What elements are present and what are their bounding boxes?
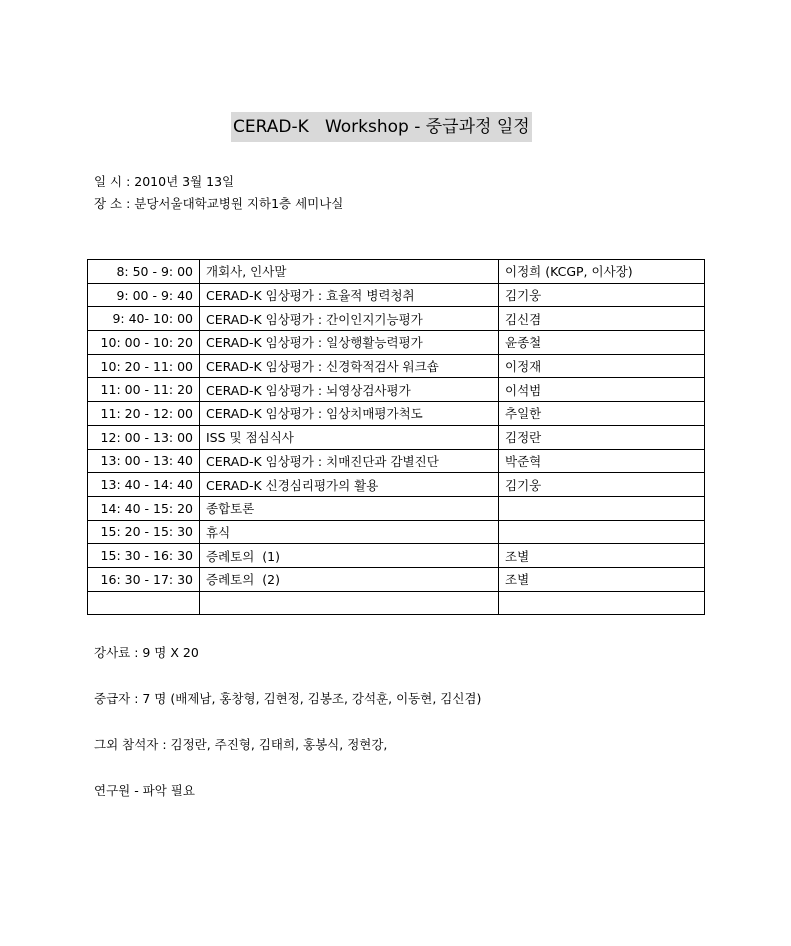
speaker-cell: 조별 — [499, 544, 705, 568]
topic-cell: CERAD-K 임상평가 : 일상행활능력평가 — [200, 331, 499, 355]
speaker-cell: 김기웅 — [499, 473, 705, 497]
time-cell: 14: 40 - 15: 20 — [88, 496, 200, 520]
time-cell: 15: 20 - 15: 30 — [88, 520, 200, 544]
fee-line: 강사료 : 9 명 X 20 — [94, 645, 199, 660]
time-cell: 11: 00 - 11: 20 — [88, 378, 200, 402]
topic-cell: CERAD-K 임상평가 : 간이인지기능평가 — [200, 307, 499, 331]
schedule-row — [88, 520, 705, 544]
time-cell: 13: 40 - 14: 40 — [88, 473, 200, 497]
speaker-cell: 이정희 (KCGP, 이사장) — [499, 260, 705, 284]
schedule-row — [88, 449, 705, 473]
speaker-cell: 이석범 — [499, 378, 705, 402]
schedule-row — [88, 591, 705, 615]
topic-cell: ISS 및 점심식사 — [200, 425, 499, 449]
date-line: 일 시 : 2010년 3월 13일 — [94, 174, 235, 189]
topic-cell: CERAD-K 임상평가 : 치매진단과 감별진단 — [200, 449, 499, 473]
time-cell: 10: 00 - 10: 20 — [88, 331, 200, 355]
topic-cell — [200, 591, 499, 615]
time-cell: 9: 40- 10: 00 — [88, 307, 200, 331]
topic-cell: 증례토의 (2) — [200, 567, 499, 591]
time-cell: 9: 00 - 9: 40 — [88, 283, 200, 307]
document-title: CERAD-K Workshop - 중급과정 일정 — [231, 112, 532, 142]
schedule-row — [88, 473, 705, 497]
topic-cell: 휴식 — [200, 520, 499, 544]
speaker-cell: 김정란 — [499, 425, 705, 449]
topic-cell: CERAD-K 임상평가 : 뇌영상검사평가 — [200, 378, 499, 402]
schedule-row — [88, 283, 705, 307]
speaker-cell: 추일한 — [499, 402, 705, 426]
speaker-cell: 윤종철 — [499, 331, 705, 355]
topic-cell: CERAD-K 신경심리평가의 활용 — [200, 473, 499, 497]
topic-cell: 개회사, 인사말 — [200, 260, 499, 284]
schedule-body — [88, 260, 705, 615]
time-cell: 8: 50 - 9: 00 — [88, 260, 200, 284]
time-cell: 16: 30 - 17: 30 — [88, 567, 200, 591]
schedule-row — [88, 425, 705, 449]
speaker-cell — [499, 496, 705, 520]
time-cell: 11: 20 - 12: 00 — [88, 402, 200, 426]
speaker-cell: 조별 — [499, 567, 705, 591]
time-cell: 15: 30 - 16: 30 — [88, 544, 200, 568]
speaker-cell — [499, 591, 705, 615]
schedule-row — [88, 307, 705, 331]
speaker-cell — [499, 520, 705, 544]
intermediate-attendees-line: 중급자 : 7 명 (배제남, 홍창형, 김현정, 김봉조, 강석훈, 이동현, 김신겸) — [94, 691, 482, 706]
researcher-line: 연구원 - 파악 필요 — [94, 783, 195, 798]
topic-cell: CERAD-K 임상평가 : 효율적 병력청취 — [200, 283, 499, 307]
speaker-cell: 김기웅 — [499, 283, 705, 307]
time-cell — [88, 591, 200, 615]
schedule-table — [87, 259, 705, 615]
topic-cell: CERAD-K 임상평가 : 신경학적검사 워크숍 — [200, 354, 499, 378]
schedule-row — [88, 378, 705, 402]
schedule-row — [88, 260, 705, 284]
time-cell: 13: 00 - 13: 40 — [88, 449, 200, 473]
schedule-row — [88, 331, 705, 355]
topic-cell: CERAD-K 임상평가 : 임상치매평가척도 — [200, 402, 499, 426]
time-cell: 12: 00 - 13: 00 — [88, 425, 200, 449]
schedule-row — [88, 567, 705, 591]
speaker-cell: 이정재 — [499, 354, 705, 378]
speaker-cell: 박준혁 — [499, 449, 705, 473]
schedule-row — [88, 496, 705, 520]
topic-cell: 종합토론 — [200, 496, 499, 520]
schedule-row — [88, 354, 705, 378]
schedule-row — [88, 402, 705, 426]
speaker-cell: 김신겸 — [499, 307, 705, 331]
topic-cell: 증례토의 (1) — [200, 544, 499, 568]
time-cell: 10: 20 - 11: 00 — [88, 354, 200, 378]
place-line: 장 소 : 분당서울대학교병원 지하1층 세미나실 — [94, 196, 344, 211]
other-attendees-line: 그외 참석자 : 김정란, 주진형, 김태희, 홍봉식, 정현강, — [94, 737, 388, 752]
schedule-row — [88, 544, 705, 568]
